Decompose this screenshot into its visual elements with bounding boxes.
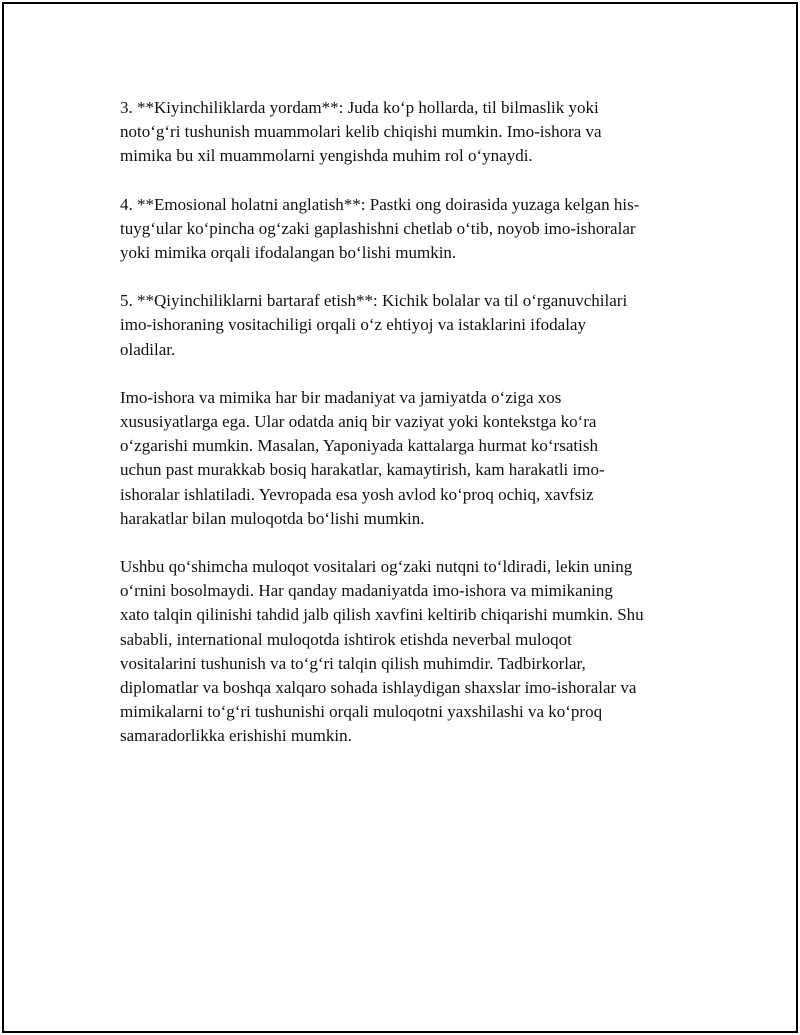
text-line: notoʻgʻri tushunish muammolari kelib chiqishi mumkin. Imo-ishora va <box>120 122 602 142</box>
text-line: imo-ishoraning vositachiligi orqali oʻz ehtiyoj va istaklarini ifodalay <box>120 315 586 335</box>
text-line: oʻrnini bosolmaydi. Har qanday madaniyatda imo-ishora va mimikaning <box>120 581 613 601</box>
text-line: Imo-ishora va mimika har bir madaniyat va jamiyatda oʻziga xos <box>120 387 562 407</box>
document-body <box>120 96 688 773</box>
text-line: mimikalarni toʻgʻri tushunishi orqali muloqotni yaxshilashi va koʻproq <box>120 702 603 722</box>
text-line: harakatlar bilan muloqotda boʻlishi mumkin. <box>120 508 425 528</box>
text-line: samaradorlikka erishishi mumkin. <box>120 726 352 746</box>
text-line: tuygʻular koʻpincha ogʻzaki gaplashishni chetlab oʻtib, noyob imo-ishoralar <box>120 218 636 238</box>
text-line: oladilar. <box>120 339 176 359</box>
paragraph-conclusion <box>120 555 688 749</box>
text-line: Ushbu qoʻshimcha muloqot vositalari ogʻzaki nutqni toʻldiradi, lekin uning <box>120 557 633 577</box>
text-line: vositalarini tushunish va toʻgʻri talqin qilish muhimdir. Tadbirkorlar, <box>120 653 586 673</box>
text-line: xususiyatlarga ega. Ular odatda aniq bir vaziyat yoki kontekstga koʻra <box>120 412 597 432</box>
paragraph-cultural-differences <box>120 386 688 531</box>
text-line: ishoralar ishlatiladi. Yevropada esa yosh avlod koʻproq ochiq, xavfsiz <box>120 484 594 504</box>
paragraph-point-3 <box>120 96 688 169</box>
text-line: 4. **Emosional holatni anglatish**: Pastki ong doirasida yuzaga kelgan his- <box>120 194 640 214</box>
text-line: yoki mimika orqali ifodalangan boʻlishi mumkin. <box>120 243 457 263</box>
text-line: sababli, international muloqotda ishtirok etishda neverbal muloqot <box>120 629 572 649</box>
text-line: uchun past murakkab bosiq harakatlar, kamaytirish, kam harakatli imo- <box>120 460 605 480</box>
text-line: 5. **Qiyinchiliklarni bartaraf etish**: Kichik bolalar va til oʻrganuvchilari <box>120 291 628 311</box>
text-line: 3. **Kiyinchiliklarda yordam**: Juda koʻp hollarda, til bilmaslik yoki <box>120 98 599 117</box>
text-line: diplomatlar va boshqa xalqaro sohada ishlaydigan shaxslar imo-ishoralar va <box>120 678 637 698</box>
paragraph-point-5 <box>120 289 688 362</box>
text-line: oʻzgarishi mumkin. Masalan, Yaponiyada kattalarga hurmat koʻrsatish <box>120 436 598 456</box>
text-line: xato talqin qilinishi tahdid jalb qilish xavfini keltirib chiqarishi mumkin. Shu <box>120 605 644 625</box>
document-page <box>2 2 798 1033</box>
text-line: mimika bu xil muammolarni yengishda muhim rol oʻynaydi. <box>120 146 533 166</box>
paragraph-point-4 <box>120 193 688 266</box>
